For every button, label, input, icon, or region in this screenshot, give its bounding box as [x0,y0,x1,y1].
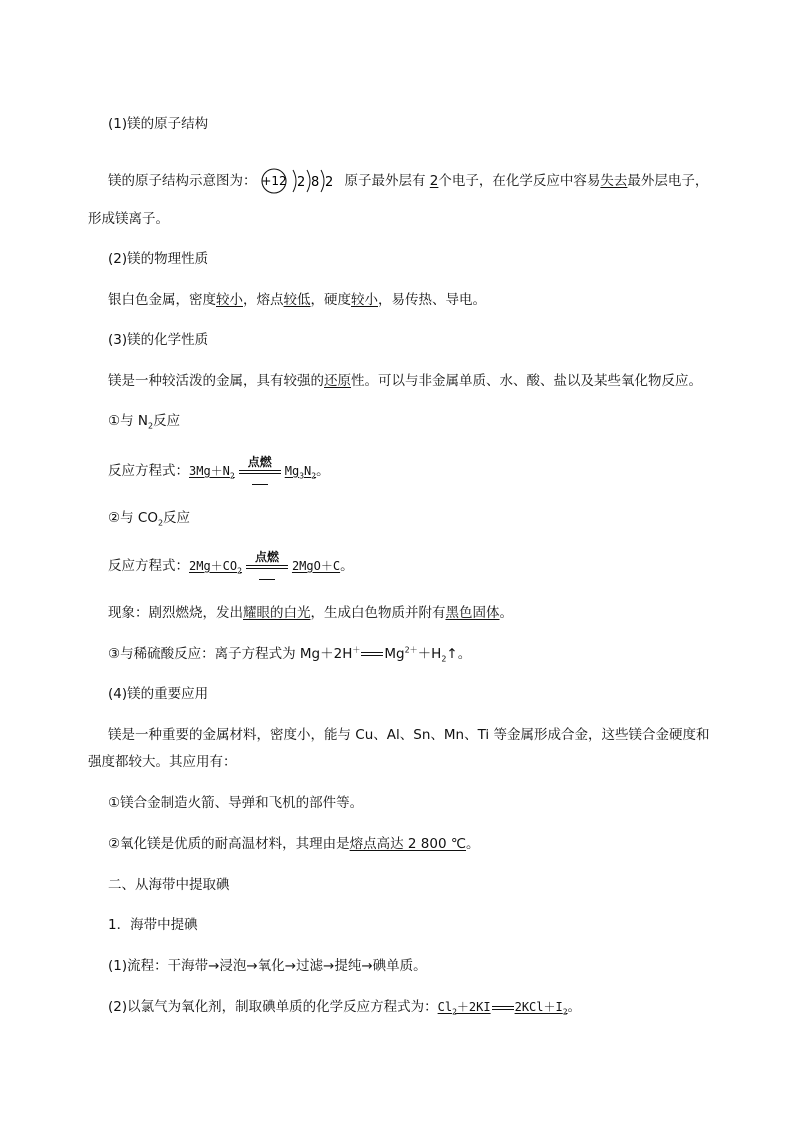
extraction-flow: (1)流程：干海带→浸泡→氧化→过滤→提纯→碘单质。 [108,958,427,974]
acid-reaction: ③与稀硫酸反应：离子方程式为 Mg＋2H＋ $Mg^{2+}+H_2↑$。 [108,645,472,664]
melting-point-answer: 较低 [283,292,311,308]
shell-2-electrons: 8 [310,175,319,190]
applications-para-2: 强度都较大。其应用有： [88,754,237,770]
chlorine-equation-answer: $Cl_2+2KI$ $2KCl+I_2$ [437,1000,568,1017]
part-2-heading: 二、从海带中提取碘 [108,877,230,893]
physical-properties: 银白色金属，密度较小，熔点较低，硬度较小，易传热、导电。 [108,292,486,308]
long-equals-sign [361,652,383,656]
ignite-equals-sign-2: 点燃 [246,563,288,569]
section-3-heading: (3)镁的化学性质 [108,332,209,348]
application-2: ②氧化镁是优质的耐高温材料，其理由是熔点高达 2 800 ℃。 [108,836,480,852]
ignite-equals-sign: 点燃 [239,468,281,474]
phenomenon: 现象：剧烈燃烧，发出耀眼的白光，生成白色物质并附有黑色固体。 [108,605,513,621]
atomic-structure-line-2: 形成镁离子。 [88,211,169,227]
co2-equation-products: 2MgO＋C [291,559,341,573]
section-2-heading: (2)镁的物理性质 [108,251,209,267]
n2-equation: 反应方程式：$3Mg+N_2$ 点燃 $Mg_3N_2$。 [108,462,330,480]
nucleus-charge: +12 [260,174,287,188]
applications-para-1: 镁是一种重要的金属材料，密度小，能与 Cu、Al、Sn、Mn、Ti 等金属形成合金，这些镁合金硬度和 [108,727,710,743]
atomic-structure-diagram [261,168,341,194]
n2-equation-reactants: $3Mg+N_2$ [189,464,235,481]
n2-equation-product: $Mg_3N_2$ [284,464,317,481]
atomic-structure-line [108,168,708,194]
part-2-subheading: 1．海带中提碘 [108,917,198,933]
chlorine-equation: (2)以氯气为氧化剂，制取碘单质的化学反应方程式为：$Cl_2+2KI$ $2KCl+I_2$。 [108,999,582,1017]
shell-3-electrons: 2 [324,175,333,190]
text-b: 个电子，在化学反应中容易 [438,173,601,189]
section-1-heading: (1)镁的原子结构 [108,116,209,132]
outer-electron-count: 2 [429,173,439,189]
co2-equation: 反应方程式：$2Mg+CO_2$ 点燃 2MgO＋C。 [108,557,354,575]
co2-reaction-heading: ②与 $CO_2$反应 [108,510,191,528]
co2-equation-reactants: $2Mg+CO_2$ [189,559,242,576]
density-answer: 较小 [216,292,243,308]
application-1: ①镁合金制造火箭、导弹和飞机的部件等。 [108,795,364,811]
chemical-properties: 镁是一种较活泼的金属，具有较强的还原性。可以与非金属单质、水、酸、盐以及某些氧化物反应。 [108,373,702,389]
melting-point-2800: 熔点高达 2 800 ℃ [349,836,467,852]
structure-prefix: 镁的原子结构示意图为： [108,173,257,189]
hardness-answer: 较小 [351,292,378,308]
section-4-heading: (4)镁的重要应用 [108,686,209,702]
light-answer: 耀眼的白光 [243,605,311,621]
lose-answer: 失去 [600,173,628,189]
n2-reaction-heading: ①与 $N_2$反应 [108,413,181,431]
shell-1-electrons: 2 [296,175,305,190]
black-solid-answer: 黑色固体 [445,605,500,621]
text-a: 原子最外层有 [344,173,430,189]
reducing-answer: 还原 [324,373,351,389]
text-c: 最外层电子， [627,173,709,189]
